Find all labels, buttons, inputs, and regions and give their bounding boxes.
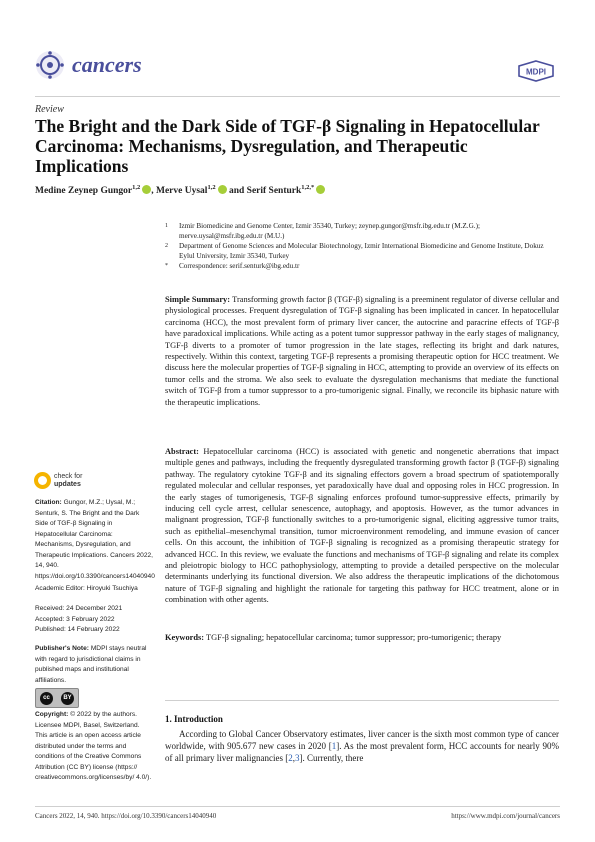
copyright-block <box>35 710 153 784</box>
orcid-icon[interactable] <box>316 185 325 194</box>
affiliations <box>165 222 560 273</box>
affiliation-mark: 1 <box>165 223 168 229</box>
author-name[interactable]: Serif Senturk <box>246 186 302 197</box>
dates-block <box>35 604 153 636</box>
footer-divider <box>35 806 560 807</box>
publisher-note-label: Publisher's Note: <box>35 645 89 652</box>
copyright-label: Copyright: <box>35 711 69 718</box>
mdpi-logo-icon <box>517 60 555 82</box>
reference-link[interactable]: 3 <box>294 753 300 764</box>
published-date: Published: 14 February 2022 <box>35 626 120 633</box>
cc-icon: cc <box>40 692 53 705</box>
affiliation-item <box>165 262 560 272</box>
footer-journal-link[interactable]: https://www.mdpi.com/journal/cancers <box>451 812 560 820</box>
orcid-icon[interactable] <box>142 185 151 194</box>
received-date: Received: 24 December 2021 <box>35 605 123 612</box>
check-updates-line2: updates <box>54 481 81 488</box>
citation-block <box>35 498 153 582</box>
accepted-date: Accepted: 3 February 2022 <box>35 615 115 623</box>
affiliation-text: Department of Genome Sciences and Molecular Biotechnology, Izmir International Biomedicine and Genome Institute, Dokuz Eylul University, Izmir 35340, Turkey <box>179 242 544 260</box>
citation-text: Gungor, M.Z.; Uysal, M.; Senturk, S. The Bright and the Dark Side of TGF-β Signaling in Hepatocellular Carcinoma: Mechanisms, Dysregulation, and Therapeutic Implications. Cancers 2022, 14, 940. https://doi.org/10.3390/cancers14040940 <box>35 499 155 580</box>
copyright-text: © 2022 by the authors. Licensee MDPI, Basel, Switzerland. This article is an open access article distributed under the terms and conditions of the Creative Commons Attribution (CC BY) license (https:// creativecommons.org/licenses/by/ 4.0/). <box>35 711 152 781</box>
mdpi-logo-text: MDPI <box>526 67 546 77</box>
affiliation-item <box>165 222 560 241</box>
author-affiliation-mark: 1,2,* <box>301 184 315 191</box>
intro-text-part: According to Global Cancer Observatory estimates, liver cancer is the sixth most common type of cancer worldwide, with 905.677 new cases in 2020 [ <box>165 729 559 752</box>
reference-link[interactable]: 2 <box>288 753 293 764</box>
check-updates-line1: check for <box>54 473 83 480</box>
simple-summary-text: Transforming growth factor β (TGF-β) signaling is a preeminent regulator of diverse cellular and physiological processes. Frequent dysregulation of TGF-β signaling has been implicated in cancer. In hepatocellular carcinoma (HCC), the most prevalent form of primary liver cancer, the autocrine and paracrine effects of TGF-β have paradoxical implications. While acting as a potent tumor suppressor pathway in the early stages of malignancy, TGF-β diverts to a promoter of tumor progression in the late stages, reflecting its bright and dark natures, respectively. Within this context, targeting TGF-β represents a promising therapeutic option for HCC treatment. We discuss here the molecular properties of TGF-β signaling in HCC, attempting to provide an overview of its effects on tumor cells and the stroma. We also seek to evaluate the dysregulation mechanisms that mediate the functional switch of TGF-β from a tumor suppressor to a pro-tumorigenic signal. Finally, we reconcile its biphasic nature with the therapeutic implications. <box>165 295 560 407</box>
article-title: The Bright and the Dark Side of TGF-β Signaling in Hepatocellular Carcinoma: Mechanisms, Dysregulation, and Therapeutic Implications <box>35 116 540 176</box>
publisher-note-text: MDPI stays neutral with regard to jurisdictional claims in published maps and institutional affiliations. <box>35 645 147 684</box>
by-icon: BY <box>61 692 74 705</box>
publisher-note <box>35 644 153 686</box>
citation-label: Citation: <box>35 499 62 506</box>
introduction-text <box>165 728 559 765</box>
reference-separator: , <box>292 753 295 764</box>
affiliation-mark: * <box>165 263 168 270</box>
abstract <box>165 446 559 606</box>
author-list <box>35 184 325 196</box>
section-heading: 1. Introduction <box>165 714 223 724</box>
check-for-updates-button[interactable] <box>34 472 124 492</box>
author-affiliation-mark: 1,2 <box>132 184 141 191</box>
keywords <box>165 632 559 643</box>
affiliation-mark: 2 <box>165 243 168 250</box>
simple-summary <box>165 294 559 408</box>
footer-citation: Cancers 2022, 14, 940. https://doi.org/10.3390/cancers14040940 <box>35 812 217 820</box>
cc-by-license-icon[interactable] <box>35 688 79 708</box>
author-affiliation-mark: 1,2 <box>207 184 216 191</box>
correspondence-text: Correspondence: serif.senturk@ibg.edu.tr <box>179 262 300 271</box>
section-divider <box>165 700 559 701</box>
intro-text-part: ]. As the most prevalent form, HCC accounts for nearly 90% of all primary liver malignancies [ <box>165 741 559 764</box>
author-name[interactable]: Merve Uysal <box>156 186 208 197</box>
academic-editor: Academic Editor: Hiroyuki Tsuchiya <box>35 585 138 592</box>
header-divider <box>35 96 560 97</box>
author-name[interactable]: Medine Zeynep Gungor <box>35 186 133 197</box>
orcid-icon[interactable] <box>218 185 227 194</box>
journal-logo-icon <box>35 50 65 80</box>
abstract-label: Abstract: <box>165 447 199 456</box>
intro-text-part: ]. Currently, there <box>299 753 364 764</box>
check-updates-icon <box>34 472 51 489</box>
keywords-label: Keywords: <box>165 633 205 642</box>
simple-summary-label: Simple Summary: <box>165 295 231 304</box>
check-updates-label <box>54 473 82 489</box>
abstract-text: Hepatocellular carcinoma (HCC) is associated with genetic and nongenetic aberrations that impact multiple genes and pathways, including the frequently dysregulated transforming growth factor β (TGF-β) signaling pathway. The regulatory cytokine TGF-β and its signaling effectors govern a broad spectrum of spatiotemporally regulated molecular and cellular responses, yet paradoxically have dual and opposing roles in HCC progression. In the early stages of tumorigenesis, TGF-β signaling enforces profound tumor-suppressive effects, primarily by inducing cell cycle arrest, cellular senescence, autophagy, and apoptosis. However, as the tumor advances in malignant progression, TGF-β functionally switches to a pro-tumorigenic signal, eliciting aggressive tumor traits, such as epithelial–mesenchymal transition, tumor microenvironment remodeling, and immune evasion of cancer cells. On this account, the inhibition of TGF-β signaling is recognized as a promising therapeutic strategy for advanced HCC. In this review, we evaluate the functions and mechanisms of TGF-β signaling and relate its complex and pleiotropic biology to HCC pathophysiology, attempting to provide a detailed perspective on the molecular determinants underlying its functional diversion. We also address the therapeutic implications of the dichotomous nature of TGF-β signaling and highlight the rationale for targeting this pathway for HCC treatment, alone or in combination with other agents. <box>165 447 559 605</box>
author-separator: , <box>151 186 156 197</box>
affiliation-text: Izmir Biomedicine and Genome Center, Izmir 35340, Turkey; zeynep.gungor@msfr.ibg.edu.tr (M.Z.G.); merve.uysal@msfr.ibg.edu.tr (M.U.) <box>179 222 480 240</box>
author-separator: and <box>226 186 247 197</box>
journal-name: cancers <box>72 52 142 77</box>
affiliation-item <box>165 242 560 261</box>
keywords-text: TGF-β signaling; hepatocellular carcinoma; tumor suppressor; pro-tumorigenic; therapy <box>206 633 502 642</box>
reference-link[interactable]: 1 <box>331 741 337 752</box>
article-type: Review <box>35 104 64 115</box>
